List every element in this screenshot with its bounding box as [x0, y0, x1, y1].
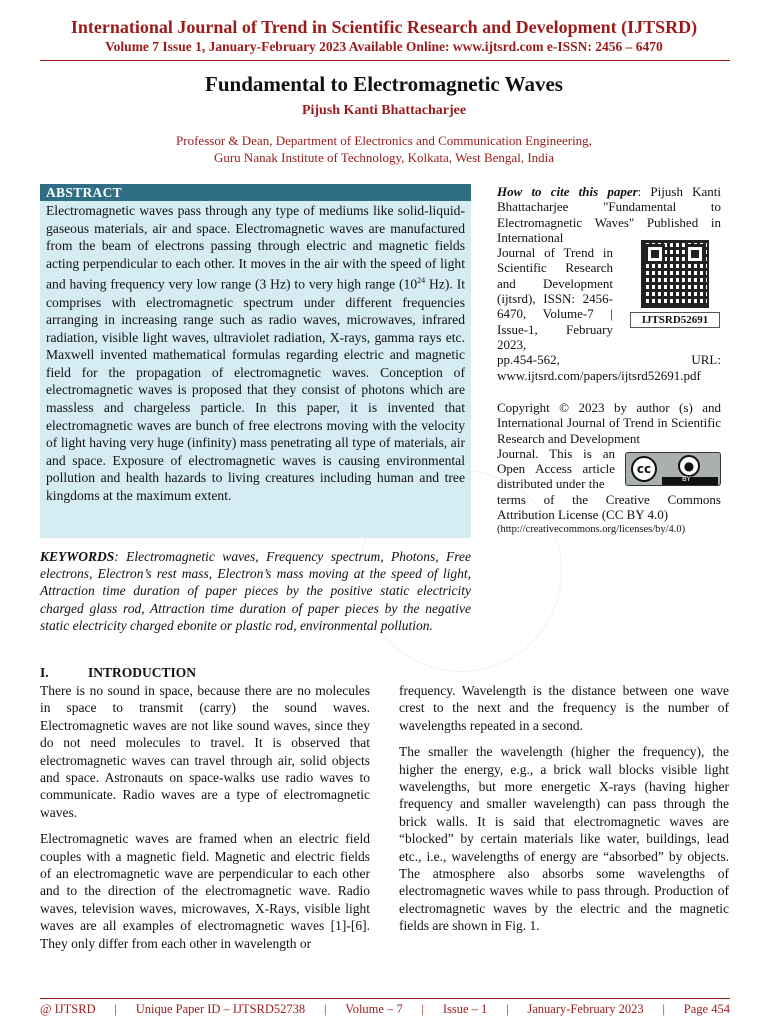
footer-sep: | [421, 1002, 425, 1016]
footer-sep: | [114, 1002, 117, 1016]
citation-text-narrow: Journal of Trend in Scientific Research and Development (ijtsrd), ISSN: 2456-6470, Volume-7 | Issue-1, February 2023, [497, 245, 613, 352]
body-column-right [399, 682, 729, 944]
abstract-text-part-1: Electromagnetic waves pass through any type of mediums like solid-liquid-gaseous materials, air and space. Electromagnetic waves are manufactured from the beam of electrons passing through electric and magnetic fields acting perpendicular to each other. It moves in the air with the speed of light and having frequency very low range (3 Hz) to very high range (10 [46, 203, 465, 292]
paragraph: frequency. Wavelength is the distance between one wave crest to the next and the frequency is the number of wavelengths repeated in a second. [399, 683, 729, 733]
copyright-text-wide: Copyright © 2023 by author (s) and International Journal of Trend in Scientific Research and Development [497, 400, 721, 446]
abstract-text [46, 202, 465, 505]
footer-divider [40, 998, 730, 999]
footer-org: @ IJTSRD [40, 1002, 96, 1016]
copyright-text-narrow: Journal. This is an Open Access article distributed under the [497, 445, 615, 492]
citation-pages: pp.454-562, [497, 352, 560, 368]
affiliation-line-2: Guru Nanak Institute of Technology, Kolkata, West Bengal, India [213, 150, 555, 165]
footer-sep: | [662, 1002, 665, 1016]
citation-url[interactable]: www.ijtsrd.com/papers/ijtsrd52691.pdf [497, 367, 701, 383]
footer-page: Page 454 [683, 1002, 730, 1016]
by-label: BY [682, 475, 691, 483]
qr-code-label: IJTSRD52691 [630, 312, 720, 328]
section-number: I. [40, 665, 49, 680]
qr-code-block [630, 240, 720, 328]
keywords [40, 548, 471, 634]
journal-issue-info: Volume 7 Issue 1, January-February 2023 Available Online: www.ijtsrd.com e-ISSN: 2456 – 6470 [105, 39, 663, 54]
cc-by-license-icon[interactable] [625, 452, 721, 486]
citation-label: How to cite this paper [497, 184, 638, 199]
section-heading [40, 665, 196, 681]
footer-sep: | [323, 1002, 327, 1016]
cc-icon: cc [631, 456, 657, 482]
keywords-label: KEYWORDS [40, 549, 115, 564]
keywords-text: : Electromagnetic waves, Frequency spectrum, Photons, Free electrons, Electron’s rest mass, Electron’s mass moving at the speed of light, Attraction time duration of paper pieces by the positive static electricity charged glass rod, Attraction time duration of paper pieces by the negative static electricity charged ebonite or plastic rod, environmental pollution. [40, 549, 471, 633]
paragraph: The smaller the wavelength (higher the frequency), the higher the energy, e.g., a brick wall blocks visible light wavelengths, but more energetic X-rays (having higher frequency and smaller wavelength) can pass through the brick walls. It is said that electromagnetic waves are “blocked” by certain materials like water, buildings, lead etc., i.e., wavelengths of energy are “absorbed” by objects. The atmosphere also absorbs some wavelengths of electromagnetic waves while to pass through. Production of electromagnetic waves by the electric and the magnetic fields are shown in Fig. 1. [399, 744, 729, 934]
footer-issue: Issue – 1 [442, 1002, 488, 1016]
citation-url-label: URL: [691, 352, 721, 368]
paragraph: Electromagnetic waves are framed when an electric field couples with a magnetic field. Magnetic and electric fields of an electromagnetic wave are perpendicular to each other and to the direction of the electromagnetic wave. Radio waves, television waves, microwaves, X-Rays, visible light waves are all examples of electromagnetic waves [1]-[6]. They only differ from each other in wavelength or [40, 831, 370, 951]
section-title: INTRODUCTION [88, 665, 197, 680]
author-name: Pijush Kanti Bhattacharjee [301, 103, 467, 118]
footer-volume: Volume – 7 [345, 1002, 403, 1016]
abstract-exponent: 24 [417, 276, 426, 286]
qr-code-icon[interactable] [641, 240, 709, 308]
license-url[interactable]: (http://creativecommons.org/licenses/by/4.0) [497, 524, 686, 535]
person-icon: ● [678, 455, 700, 477]
journal-title: International Journal of Trend in Scientific Research and Development (IJTSRD) [70, 17, 698, 37]
footer-sep: | [506, 1002, 509, 1016]
abstract-text-part-2: Hz). It comprises with electromagnetic spectrum under different frequencies arranging in increasing range such as radio waves, microwaves, infrared radiation, visible light waves, ultraviolet radiation, X-rays, gamma rays etc. Maxwell invented mathematical formulas regarding electric and magnetic field for the propagation of electromagnetic waves. Conception of electromagnetic waves is proposed that they consist of photons which are massless and chargeless particle. In this paper, it is invented that electromagnetic waves are bunch of free electrons moving with the velocity of light having very huge (infinity) mass penetrating all type of materials, air and space. Exposure of electromagnetic waves is causing environmental pollution and health hazards to living creatures including human and tree kingdoms at the maximum extent. [46, 276, 465, 504]
page-footer [40, 1002, 730, 1017]
paragraph: There is no sound in space, because there are no molecules in space to transmit (carry) the sound waves. Electromagnetic waves are not like sound waves, since they do not need molecules to travel. It is observed that electromagnetic waves can travel through air, solid objects and space. Astronauts on space-walks use radio waves to communicate. Radio waves are a type of electromagnetic waves. [40, 683, 370, 820]
copyright-text-tail: terms of the Creative Commons Attribution License (CC BY 4.0) [497, 491, 721, 523]
abstract-box [40, 184, 471, 538]
footer-paper-id: Unique Paper ID – IJTSRD52738 [135, 1002, 306, 1016]
citation-text-wide: : Pijush Kanti Bhattacharjee "Fundamental to Electromagnetic Waves" Published in International [497, 184, 721, 245]
header-divider [40, 60, 730, 61]
paper-title: Fundamental to Electromagnetic Waves [205, 72, 563, 96]
affiliation-line-1: Professor & Dean, Department of Electronics and Communication Engineering, [176, 133, 592, 148]
abstract-heading: ABSTRACT [40, 184, 471, 201]
footer-date: January-February 2023 [527, 1002, 644, 1016]
body-column-left [40, 682, 370, 961]
